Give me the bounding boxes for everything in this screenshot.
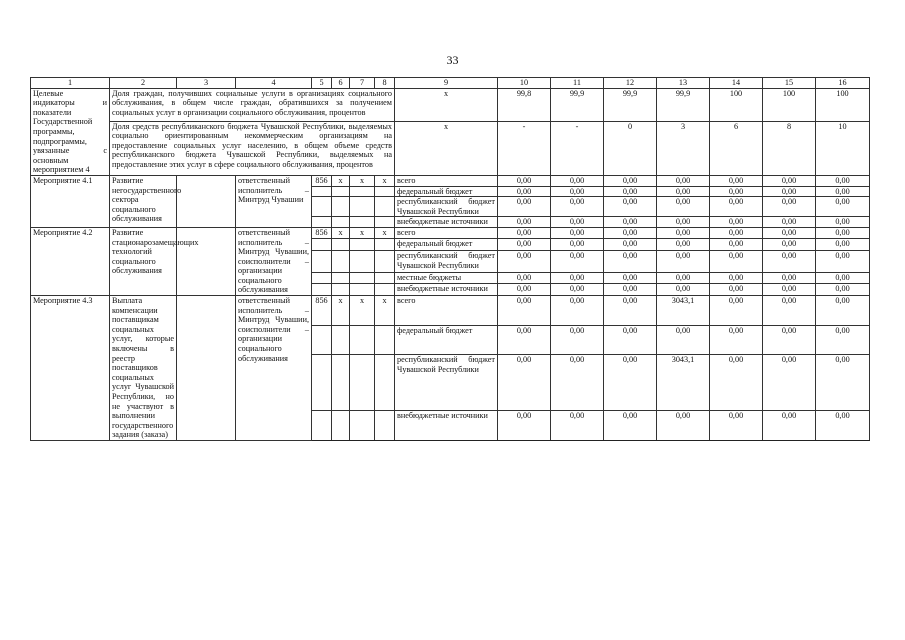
indicator-value: 99,9 [604, 88, 657, 121]
event-title: Развитие негосударственного сектора социального обслуживания [110, 175, 177, 227]
finance-value: 0,00 [710, 355, 763, 411]
finance-value: 0,00 [498, 325, 551, 355]
empty-cell [332, 250, 350, 272]
event-x: x [350, 175, 375, 186]
header-cell: 3 [177, 78, 236, 89]
empty-cell [350, 197, 375, 217]
indicator-value: 6 [710, 121, 763, 175]
empty-cell [332, 272, 350, 284]
empty-cell [375, 217, 395, 228]
empty-cell [375, 284, 395, 296]
finance-value: 0,00 [710, 272, 763, 284]
finance-value: 0,00 [710, 284, 763, 296]
finance-value: 0,00 [657, 217, 710, 228]
finance-value: 0,00 [551, 175, 604, 186]
finance-value: 0,00 [551, 186, 604, 197]
empty-cell [312, 411, 332, 441]
finance-value: 0,00 [816, 296, 870, 326]
finance-value: 0,00 [763, 197, 816, 217]
finance-value: 0,00 [604, 325, 657, 355]
finance-value: 0,00 [498, 250, 551, 272]
finance-value: 0,00 [657, 411, 710, 441]
empty-cell [375, 355, 395, 411]
header-cell: 11 [551, 78, 604, 89]
finance-value: 0,00 [763, 284, 816, 296]
finance-value: 0,00 [763, 227, 816, 239]
event-code: 856 [312, 175, 332, 186]
finance-value: 0,00 [551, 272, 604, 284]
indicator-col9: x [395, 121, 498, 175]
finance-value: 0,00 [763, 239, 816, 251]
header-cell: 4 [236, 78, 312, 89]
finance-value: 0,00 [551, 197, 604, 217]
finance-value: 0,00 [604, 411, 657, 441]
event-executor: ответственный исполнитель – Минтруд Чувашии, соисполнители – организации социального обслуживания [236, 296, 312, 441]
header-cell: 7 [350, 78, 375, 89]
empty-cell [350, 284, 375, 296]
finance-value: 0,00 [604, 175, 657, 186]
empty-cell [312, 325, 332, 355]
empty-cell [332, 239, 350, 251]
event-name: Мероприятие 4.3 [31, 296, 110, 441]
empty-cell [375, 325, 395, 355]
finance-source: всего [395, 227, 498, 239]
event-col3 [177, 296, 236, 441]
finance-value: 0,00 [710, 197, 763, 217]
finance-row [31, 175, 870, 186]
finance-value: 0,00 [551, 284, 604, 296]
finance-value: 0,00 [551, 217, 604, 228]
finance-value: 0,00 [657, 250, 710, 272]
finance-source: республиканский бюджет Чувашской Республики [395, 197, 498, 217]
empty-cell [350, 186, 375, 197]
header-cell: 5 [312, 78, 332, 89]
finance-value: 0,00 [551, 250, 604, 272]
finance-row [31, 227, 870, 239]
empty-cell [350, 325, 375, 355]
header-cell: 6 [332, 78, 350, 89]
indicator-row [31, 121, 870, 175]
finance-value: 3043,1 [657, 355, 710, 411]
header-cell: 14 [710, 78, 763, 89]
finance-value: 0,00 [816, 217, 870, 228]
event-name: Мероприятие 4.1 [31, 175, 110, 227]
empty-cell [350, 355, 375, 411]
finance-value: 0,00 [498, 175, 551, 186]
indicator-value: 99,9 [657, 88, 710, 121]
empty-cell [332, 411, 350, 441]
finance-value: 0,00 [657, 175, 710, 186]
finance-value: 0,00 [498, 217, 551, 228]
finance-value: 0,00 [710, 227, 763, 239]
finance-value: 0,00 [551, 227, 604, 239]
finance-value: 0,00 [710, 239, 763, 251]
indicator-value: 100 [710, 88, 763, 121]
finance-value: 0,00 [657, 197, 710, 217]
indicator-text: Доля средств республиканского бюджета Чувашской Республики, выделяемых социально ориентированным некоммерческим организациям на предоставление социальных услуг населению, в общем объеме средств республиканского бюджета Чувашской Республики, выделяемых на предоставление этих услуг в сфере социального обслуживания, процентов [110, 121, 395, 175]
event-title: Выплата компенсации поставщикам социальных услуг, которые включены в реестр поставщиков социальных услуг Чувашской Республики, но не участвуют в выполнении государственного задания (заказа) [110, 296, 177, 441]
header-cell: 13 [657, 78, 710, 89]
finance-value: 0,00 [710, 296, 763, 326]
finance-value: 0,00 [816, 197, 870, 217]
finance-value: 0,00 [657, 272, 710, 284]
finance-value: 0,00 [498, 411, 551, 441]
finance-source: федеральный бюджет [395, 325, 498, 355]
finance-value: 0,00 [763, 186, 816, 197]
finance-value: 0,00 [816, 239, 870, 251]
empty-cell [350, 239, 375, 251]
event-x: x [332, 227, 350, 239]
event-executor: ответственный исполнитель – Минтруд Чувашии [236, 175, 312, 227]
finance-value: 0,00 [551, 355, 604, 411]
finance-value: 0,00 [710, 325, 763, 355]
empty-cell [332, 217, 350, 228]
finance-source: федеральный бюджет [395, 239, 498, 251]
indicator-value: 8 [763, 121, 816, 175]
finance-value: 0,00 [551, 325, 604, 355]
finance-value: 0,00 [710, 217, 763, 228]
finance-value: 0,00 [816, 272, 870, 284]
finance-source: местные бюджеты [395, 272, 498, 284]
finance-value: 0,00 [763, 175, 816, 186]
finance-source: внебюджетные источники [395, 411, 498, 441]
empty-cell [312, 355, 332, 411]
empty-cell [375, 186, 395, 197]
header-cell: 16 [816, 78, 870, 89]
finance-value: 0,00 [604, 197, 657, 217]
event-x: x [350, 227, 375, 239]
event-x: x [375, 175, 395, 186]
finance-value: 0,00 [710, 250, 763, 272]
finance-value: 0,00 [657, 284, 710, 296]
finance-value: 0,00 [816, 284, 870, 296]
finance-source: федеральный бюджет [395, 186, 498, 197]
finance-row [31, 296, 870, 326]
event-x: x [350, 296, 375, 326]
finance-value: 0,00 [498, 355, 551, 411]
empty-cell [375, 250, 395, 272]
empty-cell [312, 197, 332, 217]
finance-value: 0,00 [816, 227, 870, 239]
finance-value: 0,00 [498, 239, 551, 251]
empty-cell [312, 284, 332, 296]
empty-cell [350, 250, 375, 272]
empty-cell [332, 355, 350, 411]
page-number: 33 [446, 53, 459, 67]
finance-value: 0,00 [816, 355, 870, 411]
event-code: 856 [312, 296, 332, 326]
header-cell: 8 [375, 78, 395, 89]
finance-value: 0,00 [763, 272, 816, 284]
finance-value: 0,00 [763, 355, 816, 411]
header-cell: 12 [604, 78, 657, 89]
indicator-row [31, 88, 870, 121]
indicator-value: 100 [816, 88, 870, 121]
event-x: x [332, 296, 350, 326]
header-cell: 9 [395, 78, 498, 89]
header-cell: 10 [498, 78, 551, 89]
empty-cell [312, 186, 332, 197]
empty-cell [375, 197, 395, 217]
empty-cell [312, 217, 332, 228]
finance-source: всего [395, 296, 498, 326]
finance-source: внебюджетные источники [395, 284, 498, 296]
finance-value: 0,00 [816, 411, 870, 441]
finance-value: 0,00 [816, 325, 870, 355]
finance-value: 0,00 [498, 186, 551, 197]
header-cell: 2 [110, 78, 177, 89]
finance-value: 0,00 [551, 411, 604, 441]
finance-source: всего [395, 175, 498, 186]
finance-value: 0,00 [604, 186, 657, 197]
finance-value: 0,00 [604, 296, 657, 326]
finance-value: 0,00 [498, 296, 551, 326]
finance-value: 0,00 [816, 186, 870, 197]
finance-value: 0,00 [551, 296, 604, 326]
finance-value: 0,00 [657, 227, 710, 239]
finance-value: 0,00 [763, 296, 816, 326]
event-x: x [375, 296, 395, 326]
empty-cell [312, 250, 332, 272]
empty-cell [332, 197, 350, 217]
indicator-value: 3 [657, 121, 710, 175]
empty-cell [375, 272, 395, 284]
empty-cell [375, 239, 395, 251]
finance-source: внебюджетные источники [395, 217, 498, 228]
finance-value: 0,00 [498, 227, 551, 239]
finance-value: 0,00 [498, 272, 551, 284]
empty-cell [375, 411, 395, 441]
finance-value: 0,00 [710, 411, 763, 441]
finance-value: 0,00 [604, 250, 657, 272]
finance-value: 0,00 [710, 186, 763, 197]
finance-value: 0,00 [498, 284, 551, 296]
indicator-col9: x [395, 88, 498, 121]
empty-cell [350, 217, 375, 228]
finance-value: 0,00 [498, 197, 551, 217]
event-name: Мероприятие 4.2 [31, 227, 110, 295]
finance-value: 0,00 [604, 217, 657, 228]
event-x: x [375, 227, 395, 239]
finance-value: 0,00 [763, 325, 816, 355]
event-executor: ответственный исполнитель – Минтруд Чувашии, соисполнители – организации социального обслуживания [236, 227, 312, 295]
finance-value: 0,00 [604, 239, 657, 251]
finance-value: 0,00 [710, 175, 763, 186]
finance-source: республиканский бюджет Чувашской Республики [395, 250, 498, 272]
finance-value: 3043,1 [657, 296, 710, 326]
empty-cell [332, 284, 350, 296]
event-col3 [177, 175, 236, 227]
empty-cell [350, 272, 375, 284]
indicator-label: Целевые индикаторы и показатели Государственной программы, подпрограммы, увязанные с основным мероприятием 4 [31, 88, 110, 175]
finance-value: 0,00 [763, 411, 816, 441]
finance-source: республиканский бюджет Чувашской Республики [395, 355, 498, 411]
finance-value: 0,00 [604, 272, 657, 284]
indicator-value: 10 [816, 121, 870, 175]
finance-value: 0,00 [763, 217, 816, 228]
event-title: Развитие стационарозамещающих технологий социального обслуживания [110, 227, 177, 295]
finance-value: 0,00 [657, 186, 710, 197]
empty-cell [350, 411, 375, 441]
empty-cell [312, 272, 332, 284]
indicator-value: - [498, 121, 551, 175]
indicator-value: 99,8 [498, 88, 551, 121]
indicator-value: - [551, 121, 604, 175]
header-row [31, 78, 870, 89]
empty-cell [312, 239, 332, 251]
indicator-value: 100 [763, 88, 816, 121]
finance-value: 0,00 [816, 250, 870, 272]
event-x: x [332, 175, 350, 186]
finance-value: 0,00 [604, 284, 657, 296]
indicator-text: Доля граждан, получивших социальные услуги в организациях социального обслуживания, в общем числе граждан, обратившихся за получением социальных услуг в организации социального обслуживания, процентов [110, 88, 395, 121]
finance-value: 0,00 [816, 175, 870, 186]
finance-value: 0,00 [763, 250, 816, 272]
header-cell: 15 [763, 78, 816, 89]
finance-value: 0,00 [604, 355, 657, 411]
header-cell: 1 [31, 78, 110, 89]
program-table [30, 77, 870, 441]
empty-cell [332, 325, 350, 355]
indicator-value: 0 [604, 121, 657, 175]
finance-value: 0,00 [604, 227, 657, 239]
empty-cell [332, 186, 350, 197]
finance-value: 0,00 [657, 239, 710, 251]
indicator-value: 99,9 [551, 88, 604, 121]
finance-value: 0,00 [551, 239, 604, 251]
finance-value: 0,00 [657, 325, 710, 355]
event-code: 856 [312, 227, 332, 239]
